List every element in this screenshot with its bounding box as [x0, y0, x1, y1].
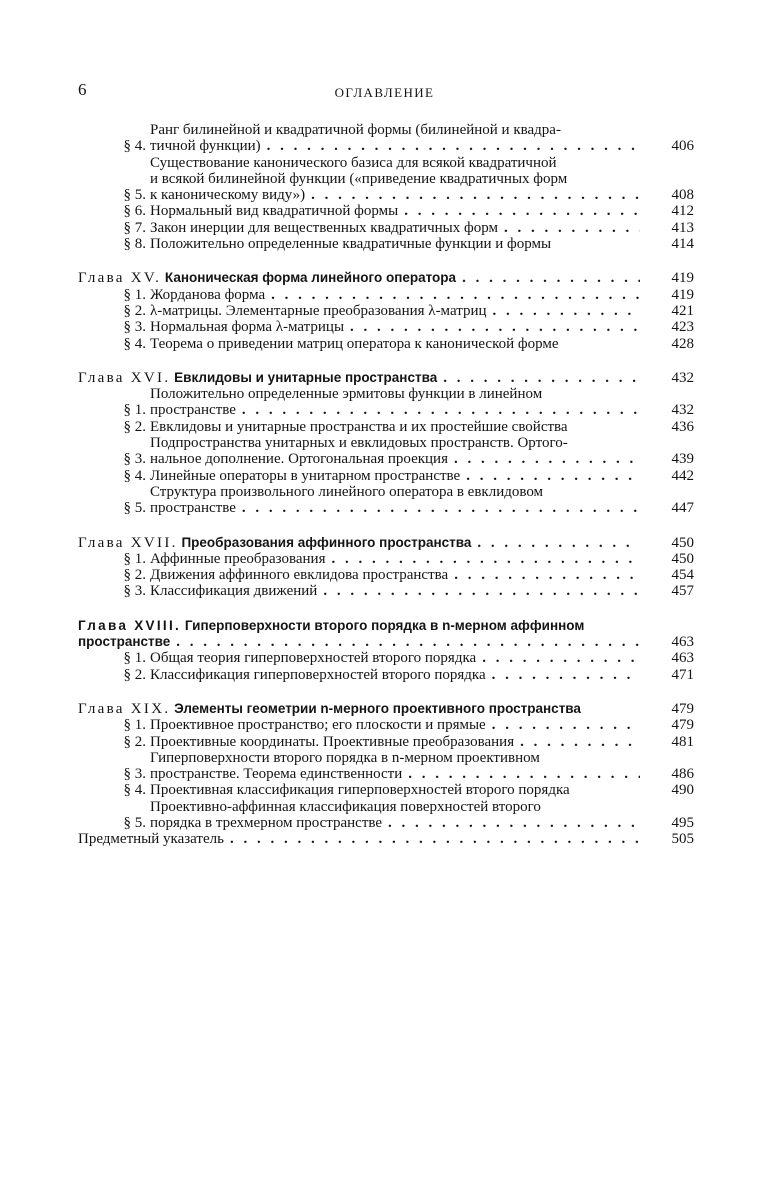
block-spacer [78, 517, 694, 527]
toc-section-entry [78, 667, 694, 683]
page-number: 6 [78, 80, 87, 99]
entry-title-line: Положительно определенные эрмитовы функции в линейном [150, 386, 543, 403]
entry-title-line: пространстве [150, 500, 236, 517]
section-title [150, 750, 640, 783]
chapter-title-text: Гиперповерхности второго порядка в n-мерном аффинном [184, 617, 585, 633]
section-title [150, 319, 640, 335]
toc-section-entry [78, 717, 694, 733]
table-of-contents [78, 122, 694, 848]
toc-section-entry [78, 203, 694, 219]
section-number: § 3. [123, 766, 146, 783]
chapter-heading-body [78, 535, 640, 551]
block-spacer [78, 252, 694, 262]
section-title [150, 583, 640, 599]
section-page-number: 419 [671, 286, 694, 303]
entry-title-line: Нормальный вид квадратичной формы [150, 203, 399, 220]
dot-leader [492, 717, 640, 733]
toc-section-entry [78, 419, 694, 435]
dot-leader [332, 551, 641, 567]
entry-title-line: Проективные координаты. Проективные преобразования [150, 733, 515, 750]
entry-title-line: Проективно-аффинная классификация поверхностей второго [150, 798, 541, 815]
chapter-heading [78, 270, 694, 286]
section-title [150, 650, 640, 666]
section-page-number: 432 [671, 402, 694, 419]
section-number: § 5. [123, 814, 146, 831]
dot-leader [520, 734, 640, 750]
chapter-page-number: 450 [671, 534, 694, 551]
dot-leader [492, 667, 640, 683]
entry-title-line: и всякой билинейной функции («приведение квадратичных форм [150, 170, 568, 187]
section-page-number: 490 [671, 782, 694, 799]
section-title [150, 435, 640, 468]
section-page-number: 439 [671, 451, 694, 468]
chapter-prefix: Глава XVI. [78, 369, 171, 386]
section-number: § 4. [123, 138, 146, 155]
chapter-prefix: Глава XIX. [78, 700, 171, 717]
index-label: Предметный указатель [78, 831, 224, 848]
section-number: § 1. [123, 402, 146, 419]
dot-leader [311, 187, 640, 203]
toc-section-entry [78, 799, 694, 832]
section-number: § 2. [123, 733, 146, 750]
dot-leader [323, 583, 640, 599]
entry-title-last-line [150, 402, 640, 418]
entry-title-line: к каноническому виду») [150, 187, 306, 204]
section-title [150, 799, 640, 832]
section-page-number: 412 [671, 203, 694, 220]
entry-title-last-line [150, 203, 640, 219]
entry-title-last-line [150, 187, 640, 203]
section-number: § 5. [123, 187, 146, 204]
chapter-page-number: 432 [671, 369, 694, 386]
section-number: § 5. [123, 500, 146, 517]
section-number: § 4. [123, 467, 146, 484]
section-title [150, 287, 640, 303]
entry-title-last-line [78, 634, 640, 650]
section-page-number: 454 [671, 567, 694, 584]
section-number: § 3. [123, 583, 146, 600]
entry-title-line: нальное дополнение. Ортогональная проекция [150, 451, 448, 468]
dot-leader [462, 270, 640, 286]
toc-section-entry [78, 583, 694, 599]
section-page-number: 457 [671, 583, 694, 600]
section-page-number: 481 [671, 733, 694, 750]
entry-title-line: Положительно определенные квадратичные функции и формы [150, 236, 552, 253]
entry-title-line: Линейные операторы в унитарном пространстве [150, 467, 461, 484]
section-title [150, 155, 640, 204]
dot-leader [408, 766, 640, 782]
entry-title-line: Теорема о приведении матриц оператора к канонической форме [150, 335, 559, 352]
toc-section-entry [78, 567, 694, 583]
section-page-number: 406 [671, 138, 694, 155]
section-number: § 2. [123, 567, 146, 584]
chapter-prefix: Глава XV. [78, 270, 162, 287]
entry-title-last-line [150, 451, 640, 467]
section-page-number: 428 [671, 335, 694, 352]
entry-title-line: Каноническая форма линейного оператора [164, 270, 457, 286]
entry-title-line: тичной функции) [150, 138, 261, 155]
chapter-heading [78, 535, 694, 551]
toc-section-entry [78, 303, 694, 319]
chapter-heading-body [78, 270, 640, 286]
toc-section-entry [78, 650, 694, 666]
toc-section-entry [78, 122, 694, 155]
dot-leader [242, 402, 640, 418]
entry-title-last-line [150, 717, 640, 733]
entry-title-last-line [150, 138, 640, 154]
entry-title-line: Общая теория гиперповерхностей второго порядка [150, 650, 477, 667]
toc-section-entry [78, 551, 694, 567]
index-page-number: 505 [671, 831, 694, 848]
entry-title-line: Аффинные преобразования [150, 550, 326, 567]
entry-title-last-line [150, 220, 640, 236]
section-number: § 7. [123, 219, 146, 236]
index-title-line [78, 831, 640, 847]
toc-section-entry [78, 468, 694, 484]
entry-title-last-line [150, 551, 640, 567]
entry-title-line: пространстве [150, 402, 236, 419]
entry-title-last-line [78, 535, 640, 551]
section-number: § 8. [123, 236, 146, 253]
entry-title-line: Гиперповерхности второго порядка в n-мерном проективном [150, 749, 540, 766]
entry-title-last-line [150, 766, 640, 782]
entry-title-line: Преобразования аффинного пространства [181, 534, 472, 550]
entry-title-last-line [150, 583, 640, 599]
entry-title-line: Элементы геометрии n-мерного проективного пространства [174, 700, 581, 716]
entry-title-last-line [150, 667, 640, 683]
dot-leader [454, 567, 640, 583]
section-title [150, 717, 640, 733]
chapter-heading [78, 618, 694, 651]
section-page-number: 408 [671, 187, 694, 204]
section-title [150, 303, 640, 319]
section-number: § 2. [123, 666, 146, 683]
dot-leader [176, 634, 640, 650]
chapter-page-number: 479 [671, 700, 694, 717]
entry-title-last-line [150, 336, 640, 352]
section-title [150, 782, 640, 798]
section-page-number: 463 [671, 650, 694, 667]
dot-leader [454, 451, 640, 467]
toc-section-entry [78, 734, 694, 750]
running-title: ОГЛАВЛЕНИЕ [334, 85, 435, 100]
section-title [150, 203, 640, 219]
section-number: § 4. [123, 335, 146, 352]
dot-leader [493, 303, 640, 319]
entry-title-last-line [78, 701, 640, 717]
entry-title-last-line [150, 419, 640, 435]
block-spacer [78, 352, 694, 362]
entry-title-line: Классификация движений [150, 583, 318, 600]
dot-leader [230, 831, 640, 847]
section-page-number: 447 [671, 500, 694, 517]
entry-title-last-line [78, 270, 640, 286]
entry-title-line: пространстве [78, 634, 171, 650]
entry-title-line: Евклидовы и унитарные пространства [174, 369, 438, 385]
toc-section-entry [78, 319, 694, 335]
entry-title-line: Существование канонического базиса для всякой квадратичной [150, 154, 557, 171]
entry-title-line: Закон инерции для вещественных квадратичных форм [150, 219, 498, 236]
section-page-number: 414 [671, 236, 694, 253]
entry-title-last-line [150, 567, 640, 583]
toc-section-entry [78, 236, 694, 252]
dot-leader [350, 319, 640, 335]
section-page-number: 421 [671, 302, 694, 319]
block-spacer [78, 683, 694, 693]
chapter-heading-body [78, 701, 640, 717]
section-title [150, 236, 640, 252]
section-number: § 1. [123, 650, 146, 667]
chapter-heading-body [78, 618, 640, 651]
block-spacer [78, 600, 694, 610]
index-title [78, 831, 640, 847]
entry-title-line: Структура произвольного линейного оператора в евклидовом [150, 483, 544, 500]
entry-title-line: пространстве. Теорема единственности [150, 766, 403, 783]
chapter-heading-body [78, 370, 640, 386]
section-number: § 4. [123, 782, 146, 799]
chapter-page-number: 419 [671, 270, 694, 287]
section-page-number: 442 [671, 467, 694, 484]
entry-title-line: порядка в трехмерном пространстве [150, 814, 383, 831]
subject-index-entry [78, 831, 694, 847]
entry-title-line: Классификация гиперповерхностей второго порядка [150, 666, 486, 683]
entry-title-last-line [150, 782, 640, 798]
section-page-number: 471 [671, 666, 694, 683]
section-page-number: 450 [671, 550, 694, 567]
entry-title-last-line [150, 734, 640, 750]
section-page-number: 413 [671, 219, 694, 236]
section-number: § 2. [123, 302, 146, 319]
section-page-number: 479 [671, 717, 694, 734]
chapter-page-number: 463 [671, 634, 694, 651]
toc-section-entry [78, 287, 694, 303]
section-number: § 1. [123, 717, 146, 734]
section-page-number: 436 [671, 418, 694, 435]
section-title [150, 386, 640, 419]
entry-title-line: λ-матрицы. Элементарные преобразования λ-матриц [150, 302, 487, 319]
entry-title-last-line [150, 468, 640, 484]
section-title [150, 484, 640, 517]
section-title [150, 567, 640, 583]
toc-section-entry [78, 782, 694, 798]
dot-leader [271, 287, 640, 303]
entry-title-last-line [150, 303, 640, 319]
section-page-number: 486 [671, 766, 694, 783]
section-title [150, 734, 640, 750]
entry-title-last-line [150, 319, 640, 335]
entry-title-line: Ранг билинейной и квадратичной формы (билинейной и квадра- [150, 122, 561, 138]
entry-title-line: Проективное пространство; его плоскости и прямые [150, 717, 486, 734]
entry-title-line: Нормальная форма λ-матрицы [150, 319, 345, 336]
entry-title-last-line [150, 236, 640, 252]
dot-leader [466, 468, 640, 484]
section-title [150, 336, 640, 352]
dot-leader [267, 138, 640, 154]
dot-leader [482, 650, 640, 666]
entry-title-last-line [150, 287, 640, 303]
section-number: § 3. [123, 451, 146, 468]
dot-leader [242, 500, 640, 516]
dot-leader [404, 203, 640, 219]
section-title [150, 220, 640, 236]
section-title [150, 122, 640, 155]
entry-title-last-line [150, 650, 640, 666]
toc-section-entry [78, 435, 694, 468]
section-title [150, 419, 640, 435]
section-title [150, 551, 640, 567]
toc-section-entry [78, 750, 694, 783]
dot-leader [504, 220, 640, 236]
entry-title-line: Движения аффинного евклидова пространства [150, 567, 449, 584]
entry-title-last-line [150, 500, 640, 516]
toc-section-entry [78, 155, 694, 204]
section-number: § 3. [123, 319, 146, 336]
entry-title-line: Проективная классификация гиперповерхностей второго порядка [150, 782, 570, 799]
chapter-heading [78, 701, 694, 717]
entry-title-line [78, 618, 640, 634]
entry-title-last-line [78, 370, 640, 386]
section-title [150, 468, 640, 484]
toc-section-entry [78, 220, 694, 236]
section-number: § 2. [123, 418, 146, 435]
chapter-heading [78, 370, 694, 386]
section-page-number: 423 [671, 319, 694, 336]
entry-title-line: Евклидовы и унитарные пространства и их простейшие свойства [150, 418, 568, 435]
dot-leader [388, 815, 640, 831]
toc-section-entry [78, 484, 694, 517]
chapter-prefix: Глава XVII. [78, 534, 178, 551]
section-title [150, 667, 640, 683]
toc-section-entry [78, 336, 694, 352]
toc-section-entry [78, 386, 694, 419]
dot-leader [477, 535, 640, 551]
section-page-number: 495 [671, 814, 694, 831]
section-number: § 1. [123, 550, 146, 567]
entry-title-line: Жорданова форма [150, 286, 266, 303]
entry-title-last-line [150, 815, 640, 831]
section-number: § 6. [123, 203, 146, 220]
dot-leader [443, 370, 640, 386]
entry-title-line: Подпространства унитарных и евклидовых пространств. Ортого- [150, 435, 568, 452]
chapter-prefix: Глава XVIII. [78, 617, 182, 633]
section-number: § 1. [123, 286, 146, 303]
